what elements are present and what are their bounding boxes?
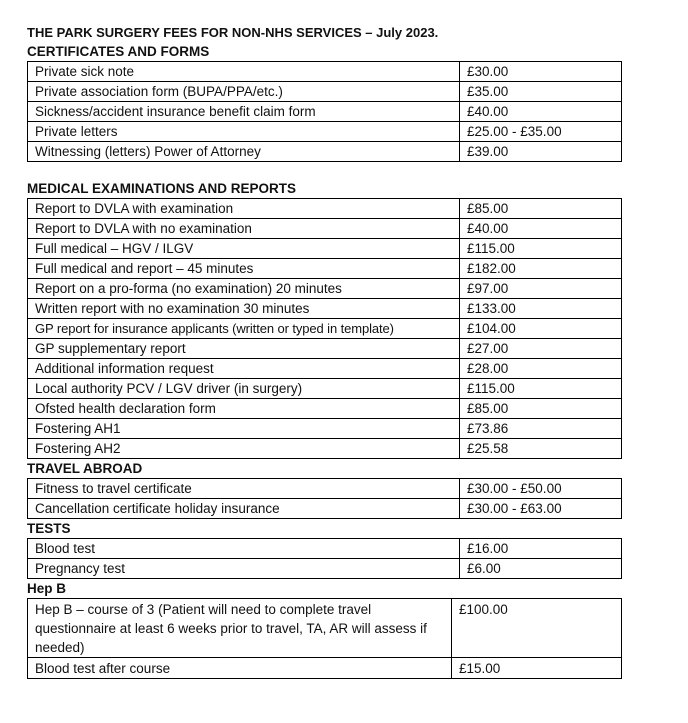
table-row — [28, 359, 622, 379]
fee-cell: £115.00 — [460, 379, 622, 399]
table-row — [28, 62, 622, 82]
fee-cell: £30.00 — [460, 62, 622, 82]
table-row — [28, 259, 622, 279]
table-row — [28, 82, 622, 102]
service-cell: Ofsted health declaration form — [28, 399, 460, 419]
fee-cell: £15.00 — [452, 658, 622, 679]
service-cell: Fostering AH1 — [28, 419, 460, 439]
section-spacer — [27, 162, 622, 179]
fees-table-hepb — [27, 598, 622, 679]
service-cell: Private sick note — [28, 62, 460, 82]
fee-cell: £30.00 - £50.00 — [460, 479, 622, 499]
table-row — [28, 559, 622, 579]
table-row — [28, 658, 622, 679]
table-row — [28, 379, 622, 399]
table-row — [28, 299, 622, 319]
fee-cell: £40.00 — [460, 219, 622, 239]
table-row — [28, 399, 622, 419]
fee-cell: £16.00 — [460, 539, 622, 559]
service-cell: Blood test after course — [28, 658, 452, 679]
fee-cell: £85.00 — [460, 399, 622, 419]
service-cell: Private association form (BUPA/PPA/etc.) — [28, 82, 460, 102]
fee-cell: £100.00 — [452, 599, 622, 658]
table-row — [28, 102, 622, 122]
table-row — [28, 339, 622, 359]
service-cell: Report on a pro-forma (no examination) 20 minutes — [28, 279, 460, 299]
table-row — [28, 239, 622, 259]
service-cell: Pregnancy test — [28, 559, 460, 579]
section-heading-tests: TESTS — [27, 521, 71, 536]
fee-cell: £85.00 — [460, 199, 622, 219]
table-row — [28, 219, 622, 239]
fee-cell: £30.00 - £63.00 — [460, 499, 622, 519]
section-heading-medical: MEDICAL EXAMINATIONS AND REPORTS — [27, 181, 297, 196]
fee-cell: £25.58 — [460, 439, 622, 459]
service-cell: Full medical – HGV / ILGV — [28, 239, 460, 259]
table-row — [28, 279, 622, 299]
fees-table-certificates — [27, 61, 622, 162]
service-cell: Local authority PCV / LGV driver (in surgery) — [28, 379, 460, 399]
fee-cell: £28.00 — [460, 359, 622, 379]
service-cell: GP report for insurance applicants (written or typed in template) — [28, 319, 460, 339]
fee-cell: £104.00 — [460, 319, 622, 339]
fee-cell: £6.00 — [460, 559, 622, 579]
fees-table-tests — [27, 538, 622, 579]
service-cell: Cancellation certificate holiday insurance — [28, 499, 460, 519]
section-heading-hepb: Hep B — [27, 581, 67, 596]
service-cell: GP supplementary report — [28, 339, 460, 359]
table-row — [28, 479, 622, 499]
fee-cell: £25.00 - £35.00 — [460, 122, 622, 142]
fee-cell: £133.00 — [460, 299, 622, 319]
service-cell: Blood test — [28, 539, 460, 559]
service-cell: Private letters — [28, 122, 460, 142]
table-row — [28, 419, 622, 439]
fees-document — [27, 24, 622, 679]
table-row — [28, 539, 622, 559]
fee-cell: £40.00 — [460, 102, 622, 122]
table-row — [28, 599, 622, 658]
service-cell: Hep B – course of 3 (Patient will need to complete travel questionnaire at least 6 weeks prior to travel, TA, AR will assess if needed) — [28, 599, 452, 658]
fee-cell: £35.00 — [460, 82, 622, 102]
service-cell: Witnessing (letters) Power of Attorney — [28, 142, 460, 162]
fees-table-travel — [27, 478, 622, 519]
service-cell: Sickness/accident insurance benefit claim form — [28, 102, 460, 122]
fee-cell: £97.00 — [460, 279, 622, 299]
service-cell: Full medical and report – 45 minutes — [28, 259, 460, 279]
section-heading-travel: TRAVEL ABROAD — [27, 461, 143, 476]
document-title: THE PARK SURGERY FEES FOR NON-NHS SERVICES – July 2023. — [27, 25, 439, 40]
service-cell: Report to DVLA with no examination — [28, 219, 460, 239]
table-row — [28, 122, 622, 142]
fee-cell: £27.00 — [460, 339, 622, 359]
table-row — [28, 439, 622, 459]
fee-cell: £39.00 — [460, 142, 622, 162]
service-cell: Report to DVLA with examination — [28, 199, 460, 219]
service-cell: Additional information request — [28, 359, 460, 379]
service-cell: Fostering AH2 — [28, 439, 460, 459]
fees-table-medical — [27, 198, 622, 459]
fee-cell: £115.00 — [460, 239, 622, 259]
service-cell: Written report with no examination 30 minutes — [28, 299, 460, 319]
fee-cell: £182.00 — [460, 259, 622, 279]
table-row — [28, 319, 622, 339]
service-cell: Fitness to travel certificate — [28, 479, 460, 499]
table-row — [28, 142, 622, 162]
section-heading-certificates: CERTIFICATES AND FORMS — [27, 44, 210, 59]
table-row — [28, 499, 622, 519]
fee-cell: £73.86 — [460, 419, 622, 439]
table-row — [28, 199, 622, 219]
